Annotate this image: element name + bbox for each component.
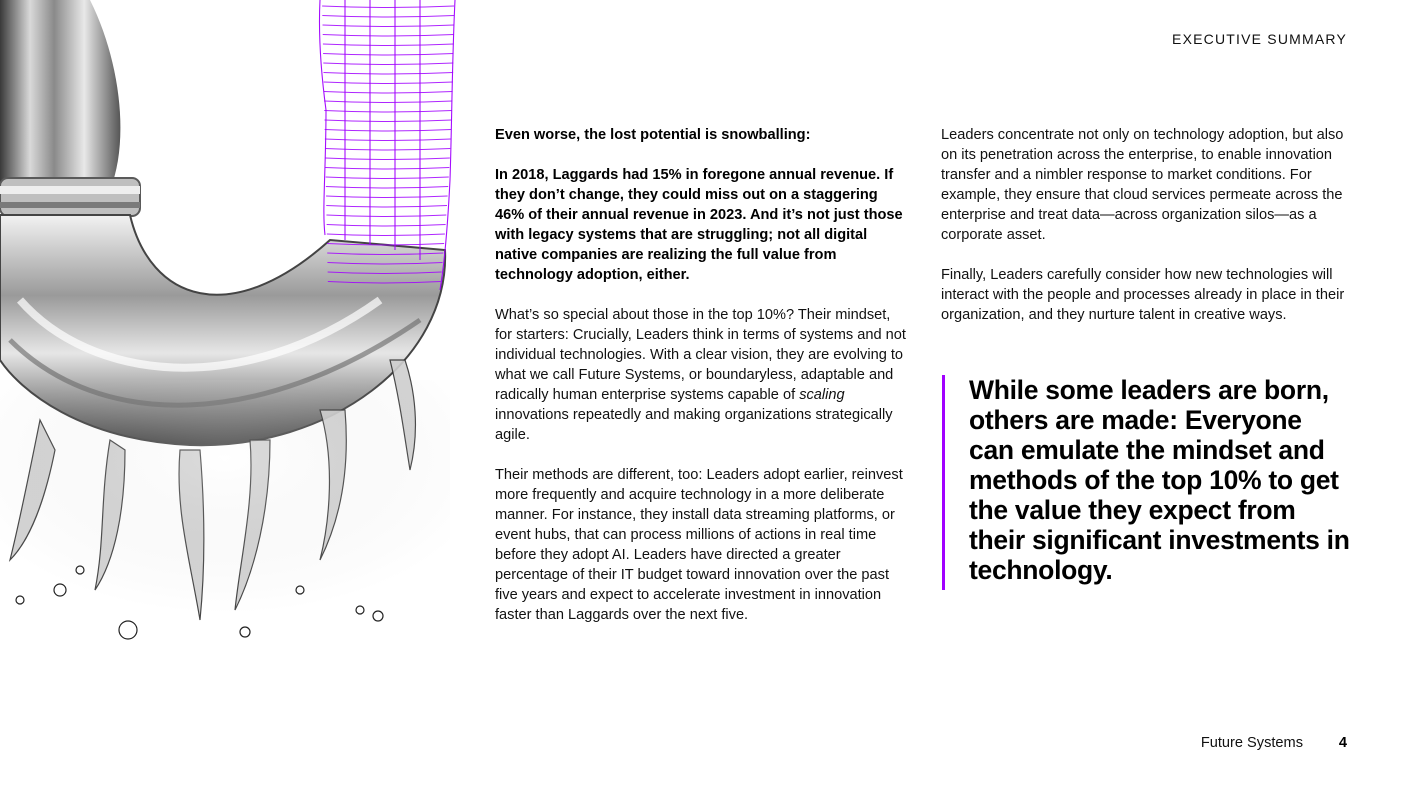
body-paragraph-3: Leaders concentrate not only on technology adoption, but also on its penetration across the enterprise, to enable innovation transfer and a nimbler response to market conditions. For example, they ensure that cloud services permeate across the enterprise and treat data—across organization silos—as a corporate asset. xyxy=(941,127,1344,243)
page-number: 4 xyxy=(1338,735,1347,751)
pull-quote xyxy=(942,375,1352,590)
section-label: EXECUTIVE SUMMARY xyxy=(1172,31,1347,47)
body-paragraph-1 xyxy=(495,305,907,445)
body-paragraph-1-text-b: innovations repeatedly and making organizations strategically agile. xyxy=(495,407,893,443)
pull-quote-text: While some leaders are born, others are made: Everyone can emulate the mindset and methods of the top 10% to get the value they expect from their significant investments in technology. xyxy=(969,375,1350,585)
highlight-paragraph: In 2018, Laggards had 15% in foregone annual revenue. If they don’t change, they could miss out on a staggering 46% of their annual revenue in 2023. And it’s not just those with legacy systems that are struggling; not all digital native companies are realizing the full value from technology adoption, either. xyxy=(495,167,903,283)
body-paragraph-1-text-a: What’s so special about those in the top 10%? Their mindset, for starters: Crucially, Leaders think in terms of systems and not individual technologies. With a clear vision, they are evolving to what we call Future Systems, or boundaryless, adaptable and radically human enterprise systems capable of xyxy=(495,307,906,403)
emphasis-scaling: scaling xyxy=(799,387,845,403)
leaking-pipe-wireframe-image xyxy=(0,0,470,650)
hero-image xyxy=(0,0,470,650)
left-text-column xyxy=(495,125,907,645)
right-text-column xyxy=(941,125,1351,345)
footer-title: Future Systems xyxy=(1200,735,1303,751)
lead-sentence: Even worse, the lost potential is snowballing: xyxy=(495,127,811,143)
body-paragraph-4: Finally, Leaders carefully consider how new technologies will interact with the people and processes already in place in their organization, and they nurture talent in creative ways. xyxy=(941,267,1345,323)
body-paragraph-2: Their methods are different, too: Leaders adopt earlier, reinvest more frequently and acquire technology in a more deliberate manner. For instance, they install data streaming platforms, or event hubs, that can process millions of actions in real time before they adopt AI. Leaders have directed a greater percentage of their IT budget toward innovation over the past five years and expect to accelerate investment in innovation faster than Laggards over the next five. xyxy=(495,467,903,623)
